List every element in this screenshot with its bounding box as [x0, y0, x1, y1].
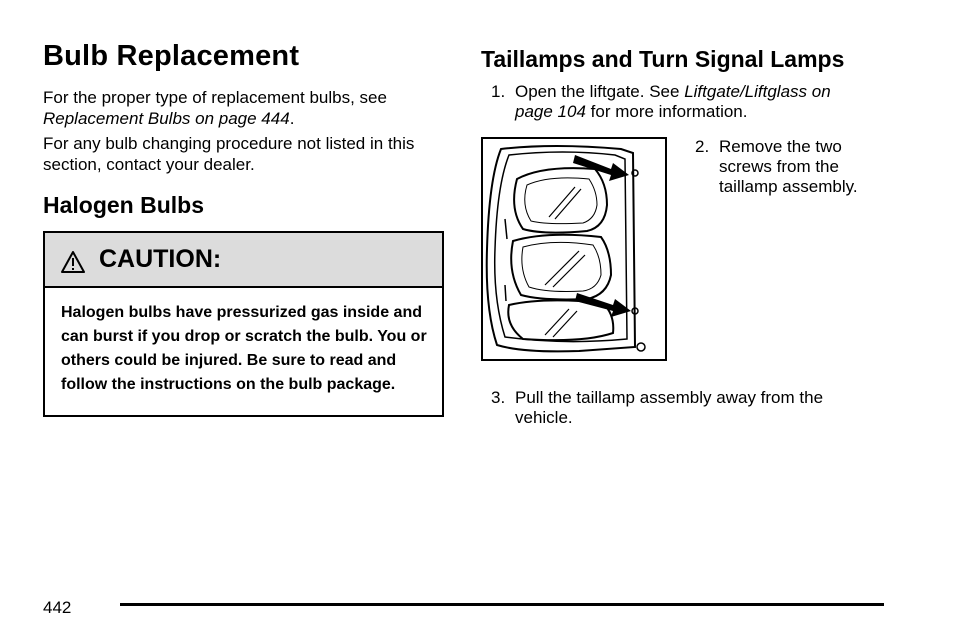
- page-title: Bulb Replacement: [43, 40, 300, 72]
- intro-text: For the proper type of replacement bulbs, see: [43, 88, 387, 107]
- footer-rule: [120, 603, 884, 606]
- step-number: 1.: [491, 82, 506, 101]
- step-text: Remove the two screws from the taillamp assembly.: [719, 137, 858, 196]
- taillamps-heading: Taillamps and Turn Signal Lamps: [481, 46, 845, 72]
- caution-header: [45, 233, 442, 288]
- halogen-heading: Halogen Bulbs: [43, 192, 205, 218]
- liftgate-link[interactable]: Liftgate/Liftglass on page 104: [515, 82, 831, 121]
- step-text-after: for more information.: [590, 102, 748, 121]
- step-number: 3.: [491, 388, 506, 407]
- taillamp-illustration: [481, 137, 667, 361]
- warning-triangle-icon: [60, 250, 86, 279]
- caution-title: CAUTION:: [99, 245, 222, 273]
- caution-box: [43, 231, 444, 417]
- caution-text: Halogen bulbs have pressurized gas inside and can burst if you drop or scratch the bulb. You or others could be injured. Be sure to read and follow the instructions on the bulb package.: [61, 304, 427, 393]
- step-text: Pull the taillamp assembly away from the vehicle.: [515, 388, 824, 427]
- intro-paragraph-1: [43, 87, 443, 129]
- step-text: Open the liftgate. See: [515, 82, 680, 101]
- intro-paragraph-2: For any bulb changing procedure not listed in this section, contact your dealer.: [43, 134, 415, 174]
- page-number: 442: [43, 598, 72, 617]
- intro-period: .: [289, 109, 295, 128]
- replacement-bulbs-link[interactable]: Replacement Bulbs on page 444: [43, 109, 290, 128]
- step-number: 2.: [695, 137, 710, 156]
- taillamp-drawing: [483, 139, 665, 359]
